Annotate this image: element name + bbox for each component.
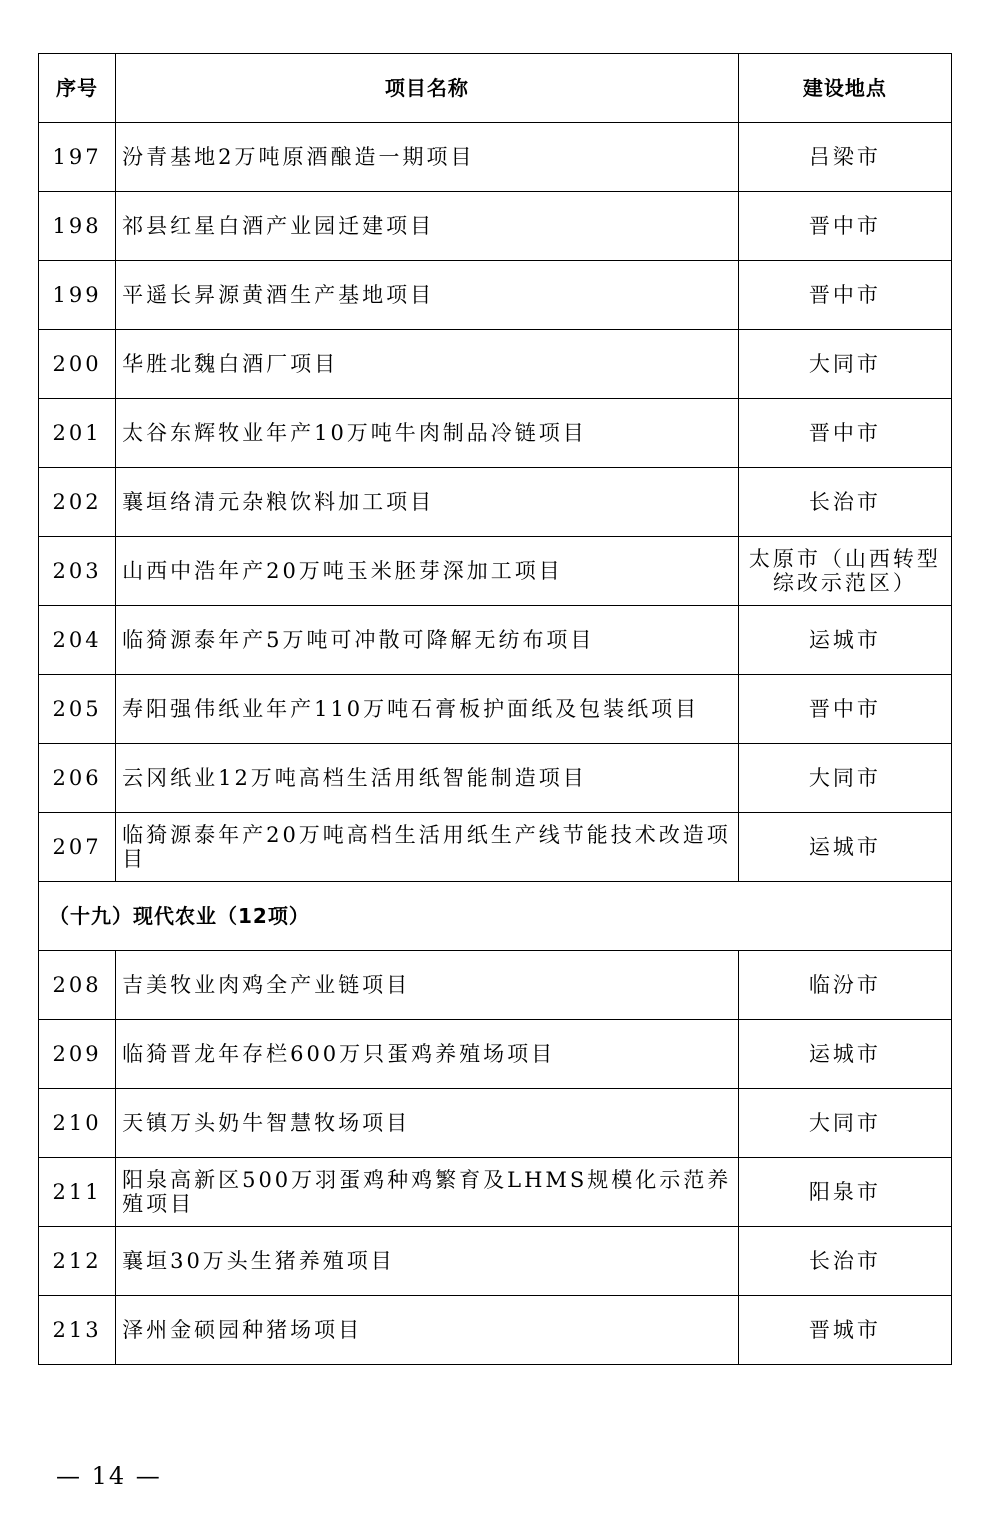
row-index: 198 bbox=[39, 192, 116, 261]
row-index: 201 bbox=[39, 399, 116, 468]
row-project-name: 临猗源泰年产20万吨高档生活用纸生产线节能技术改造项目 bbox=[116, 813, 739, 882]
row-location: 晋城市 bbox=[738, 1296, 951, 1365]
table-row bbox=[39, 261, 952, 330]
row-project-name: 天镇万头奶牛智慧牧场项目 bbox=[116, 1089, 739, 1158]
row-location: 临汾市 bbox=[738, 951, 951, 1020]
row-index: 203 bbox=[39, 537, 116, 606]
row-index: 204 bbox=[39, 606, 116, 675]
row-project-name: 汾青基地2万吨原酒酿造一期项目 bbox=[116, 123, 739, 192]
table-row bbox=[39, 537, 952, 606]
row-project-name: 阳泉高新区500万羽蛋鸡种鸡繁育及LHMS规模化示范养殖项目 bbox=[116, 1158, 739, 1227]
row-project-name: 山西中浩年产20万吨玉米胚芽深加工项目 bbox=[116, 537, 739, 606]
row-project-name: 平遥长昇源黄酒生产基地项目 bbox=[116, 261, 739, 330]
row-location: 晋中市 bbox=[738, 261, 951, 330]
row-index: 197 bbox=[39, 123, 116, 192]
section-header-row bbox=[39, 882, 952, 951]
row-location: 大同市 bbox=[738, 330, 951, 399]
row-location: 运城市 bbox=[738, 813, 951, 882]
table-row bbox=[39, 123, 952, 192]
table-row bbox=[39, 330, 952, 399]
table-row bbox=[39, 1089, 952, 1158]
row-project-name: 襄垣30万头生猪养殖项目 bbox=[116, 1227, 739, 1296]
table-row bbox=[39, 399, 952, 468]
row-project-name: 吉美牧业肉鸡全产业链项目 bbox=[116, 951, 739, 1020]
row-index: 202 bbox=[39, 468, 116, 537]
row-index: 208 bbox=[39, 951, 116, 1020]
table-row bbox=[39, 813, 952, 882]
table-row bbox=[39, 1158, 952, 1227]
header-index: 序号 bbox=[39, 54, 116, 123]
header-location: 建设地点 bbox=[738, 54, 951, 123]
row-index: 205 bbox=[39, 675, 116, 744]
row-project-name: 云冈纸业12万吨高档生活用纸智能制造项目 bbox=[116, 744, 739, 813]
table-row bbox=[39, 1227, 952, 1296]
row-project-name: 华胜北魏白酒厂项目 bbox=[116, 330, 739, 399]
row-location: 阳泉市 bbox=[738, 1158, 951, 1227]
row-project-name: 泽州金硕园种猪场项目 bbox=[116, 1296, 739, 1365]
row-location: 大同市 bbox=[738, 1089, 951, 1158]
row-location: 晋中市 bbox=[738, 399, 951, 468]
row-index: 207 bbox=[39, 813, 116, 882]
row-project-name: 襄垣络清元杂粮饮料加工项目 bbox=[116, 468, 739, 537]
table-row bbox=[39, 951, 952, 1020]
row-project-name: 寿阳强伟纸业年产110万吨石膏板护面纸及包装纸项目 bbox=[116, 675, 739, 744]
row-index: 210 bbox=[39, 1089, 116, 1158]
row-project-name: 临猗源泰年产5万吨可冲散可降解无纺布项目 bbox=[116, 606, 739, 675]
row-index: 199 bbox=[39, 261, 116, 330]
table-row bbox=[39, 1020, 952, 1089]
row-project-name: 太谷东辉牧业年产10万吨牛肉制品冷链项目 bbox=[116, 399, 739, 468]
row-location: 大同市 bbox=[738, 744, 951, 813]
project-table bbox=[38, 53, 952, 1365]
header-project-name: 项目名称 bbox=[116, 54, 739, 123]
row-project-name: 祁县红星白酒产业园迁建项目 bbox=[116, 192, 739, 261]
row-location: 长治市 bbox=[738, 468, 951, 537]
table-row bbox=[39, 468, 952, 537]
table-row bbox=[39, 606, 952, 675]
row-index: 213 bbox=[39, 1296, 116, 1365]
row-location: 晋中市 bbox=[738, 675, 951, 744]
row-location: 晋中市 bbox=[738, 192, 951, 261]
table-row bbox=[39, 1296, 952, 1365]
table-header-row bbox=[39, 54, 952, 123]
row-index: 211 bbox=[39, 1158, 116, 1227]
row-index: 209 bbox=[39, 1020, 116, 1089]
table-row bbox=[39, 675, 952, 744]
table-row bbox=[39, 744, 952, 813]
row-project-name: 临猗晋龙年存栏600万只蛋鸡养殖场项目 bbox=[116, 1020, 739, 1089]
page-number: — 14 — bbox=[56, 1462, 162, 1490]
row-location: 运城市 bbox=[738, 606, 951, 675]
section-title: （十九）现代农业（12项） bbox=[39, 882, 952, 951]
row-index: 212 bbox=[39, 1227, 116, 1296]
row-location: 吕梁市 bbox=[738, 123, 951, 192]
table-row bbox=[39, 192, 952, 261]
row-location: 太原市（山西转型综改示范区） bbox=[738, 537, 951, 606]
row-index: 200 bbox=[39, 330, 116, 399]
row-index: 206 bbox=[39, 744, 116, 813]
row-location: 长治市 bbox=[738, 1227, 951, 1296]
row-location: 运城市 bbox=[738, 1020, 951, 1089]
